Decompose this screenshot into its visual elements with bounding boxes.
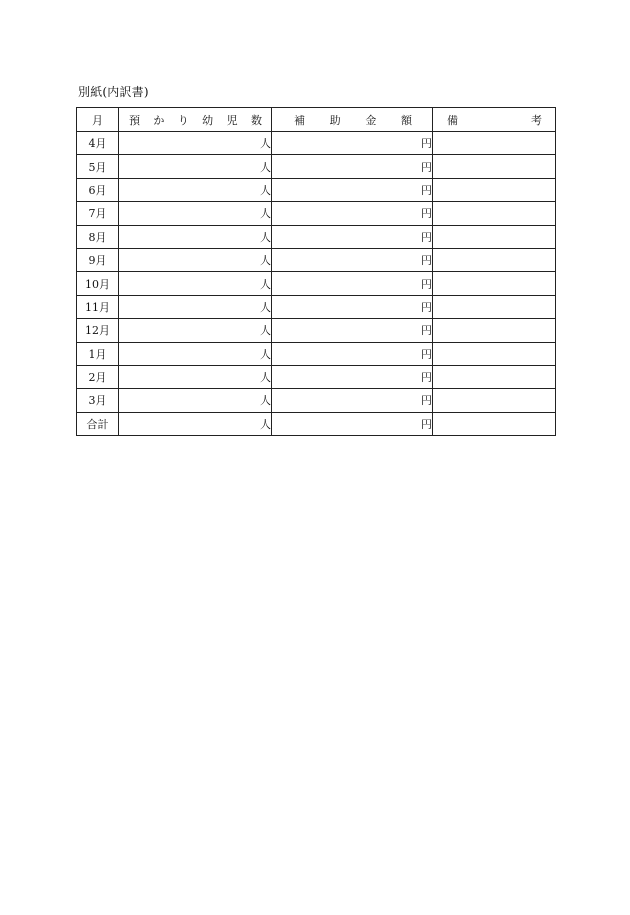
yen-unit: 円: [421, 394, 432, 408]
table-row: [77, 389, 556, 412]
remarks-cell[interactable]: [433, 365, 556, 388]
total-row: [77, 412, 556, 435]
person-unit: 人: [260, 254, 271, 268]
month-cell: 10月: [77, 272, 119, 295]
total-label-cell: 合計: [77, 412, 119, 435]
person-unit: 人: [260, 183, 271, 197]
subsidy-amount-cell[interactable]: [272, 342, 433, 365]
person-unit: 人: [260, 300, 271, 314]
total-remarks-cell[interactable]: [433, 412, 556, 435]
table-row: [77, 248, 556, 271]
children-count-cell[interactable]: [119, 132, 272, 155]
breakdown-table: [76, 107, 556, 436]
children-count-cell[interactable]: [119, 319, 272, 342]
page-title: 別紙(内訳書): [78, 85, 149, 99]
header-char: 金: [365, 113, 377, 127]
month-cell: 1月: [77, 342, 119, 365]
month-cell: 12月: [77, 319, 119, 342]
table-row: [77, 342, 556, 365]
table-row: [77, 225, 556, 248]
remarks-cell[interactable]: [433, 248, 556, 271]
remarks-cell[interactable]: [433, 319, 556, 342]
person-unit: 人: [260, 230, 271, 244]
children-count-cell[interactable]: [119, 389, 272, 412]
person-unit: 人: [260, 371, 271, 385]
person-unit: 人: [260, 160, 271, 174]
person-unit: 人: [260, 207, 271, 221]
header-subsidy-amount: [272, 108, 433, 132]
header-char: 預: [129, 113, 140, 127]
header-char: 考: [531, 113, 542, 127]
table-row: [77, 202, 556, 225]
header-char: 幼: [202, 113, 214, 127]
total-subsidy-amount-cell[interactable]: [272, 412, 433, 435]
header-month: [77, 108, 119, 132]
table-row: [77, 319, 556, 342]
yen-unit: 円: [421, 137, 432, 151]
yen-unit: 円: [421, 371, 432, 385]
yen-unit: 円: [421, 160, 432, 174]
person-unit: 人: [260, 417, 271, 431]
yen-unit: 円: [421, 183, 432, 197]
remarks-cell[interactable]: [433, 155, 556, 178]
header-char: 数: [250, 113, 262, 127]
header-char: 額: [400, 113, 412, 127]
month-cell: 2月: [77, 365, 119, 388]
yen-unit: 円: [421, 300, 432, 314]
table-row: [77, 272, 556, 295]
children-count-cell[interactable]: [119, 202, 272, 225]
month-cell: 11月: [77, 295, 119, 318]
table-row: [77, 178, 556, 201]
yen-unit: 円: [421, 207, 432, 221]
month-cell: 3月: [77, 389, 119, 412]
remarks-cell[interactable]: [433, 202, 556, 225]
subsidy-amount-cell[interactable]: [272, 155, 433, 178]
remarks-cell[interactable]: [433, 272, 556, 295]
remarks-cell[interactable]: [433, 178, 556, 201]
header-children-count: [119, 108, 272, 132]
subsidy-amount-cell[interactable]: [272, 248, 433, 271]
yen-unit: 円: [421, 230, 432, 244]
children-count-cell[interactable]: [119, 342, 272, 365]
person-unit: 人: [260, 277, 271, 291]
month-cell: 4月: [77, 132, 119, 155]
remarks-cell[interactable]: [433, 132, 556, 155]
children-count-cell[interactable]: [119, 178, 272, 201]
month-cell: 7月: [77, 202, 119, 225]
table-row: [77, 155, 556, 178]
header-char: 補: [294, 113, 305, 127]
remarks-cell[interactable]: [433, 295, 556, 318]
children-count-cell[interactable]: [119, 365, 272, 388]
table-row: [77, 132, 556, 155]
month-cell: 8月: [77, 225, 119, 248]
month-cell: 9月: [77, 248, 119, 271]
children-count-cell[interactable]: [119, 225, 272, 248]
yen-unit: 円: [421, 417, 432, 431]
subsidy-amount-cell[interactable]: [272, 132, 433, 155]
children-count-cell[interactable]: [119, 155, 272, 178]
month-cell: 5月: [77, 155, 119, 178]
yen-unit: 円: [421, 277, 432, 291]
remarks-cell[interactable]: [433, 342, 556, 365]
subsidy-amount-cell[interactable]: [272, 272, 433, 295]
month-cell: 6月: [77, 178, 119, 201]
children-count-cell[interactable]: [119, 248, 272, 271]
person-unit: 人: [260, 137, 271, 151]
remarks-cell[interactable]: [433, 225, 556, 248]
person-unit: 人: [260, 394, 271, 408]
subsidy-amount-cell[interactable]: [272, 178, 433, 201]
header-remarks: [433, 108, 556, 132]
header-char: 児: [226, 113, 238, 127]
remarks-cell[interactable]: [433, 389, 556, 412]
yen-unit: 円: [421, 324, 432, 338]
header-char: か: [153, 113, 165, 127]
table-row: [77, 295, 556, 318]
children-count-cell[interactable]: [119, 272, 272, 295]
yen-unit: 円: [421, 347, 432, 361]
header-month-char: 月: [92, 113, 103, 127]
header-char: 備: [447, 113, 458, 127]
yen-unit: 円: [421, 254, 432, 268]
table-row: [77, 365, 556, 388]
person-unit: 人: [260, 347, 271, 361]
subsidy-amount-cell[interactable]: [272, 319, 433, 342]
subsidy-amount-cell[interactable]: [272, 225, 433, 248]
children-count-cell[interactable]: [119, 295, 272, 318]
table-header-row: [77, 108, 556, 132]
subsidy-amount-cell[interactable]: [272, 389, 433, 412]
subsidy-amount-cell[interactable]: [272, 365, 433, 388]
total-children-count-cell[interactable]: [119, 412, 272, 435]
subsidy-amount-cell[interactable]: [272, 202, 433, 225]
person-unit: 人: [260, 324, 271, 338]
header-char: り: [177, 113, 189, 127]
header-char: 助: [329, 113, 341, 127]
subsidy-amount-cell[interactable]: [272, 295, 433, 318]
